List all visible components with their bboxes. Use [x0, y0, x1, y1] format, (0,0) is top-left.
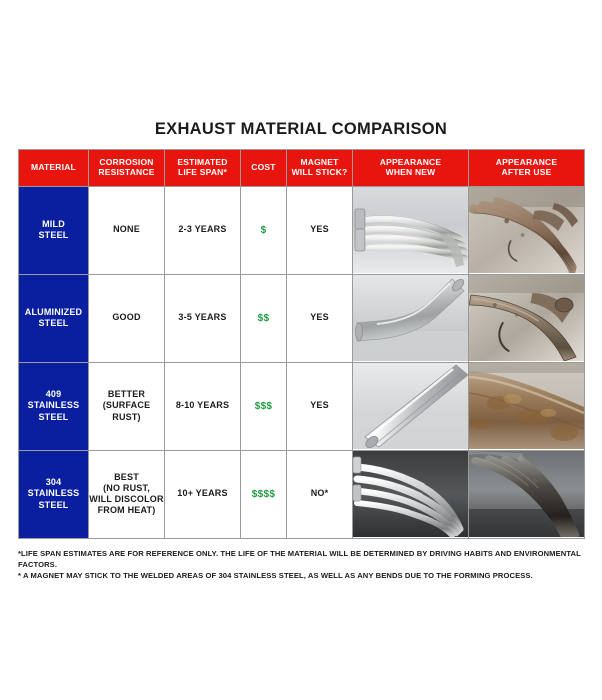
corrosion-line-3: WILL DISCOLOR: [89, 494, 164, 504]
table-row: [19, 274, 585, 362]
column-header-cost-line-1: COST: [251, 161, 276, 172]
footnote-magnet: * A MAGNET MAY STICK TO THE WELDED AREAS OF 304 STAINLESS STEEL, AS WELL AS ANY BENDS DUE TO THE FORMING PROCESS.: [18, 570, 533, 580]
row-cost: $$: [241, 274, 287, 362]
material-line-3: STEEL: [38, 411, 69, 422]
column-header-life-line-1: ESTIMATED: [177, 156, 228, 167]
column-header-corrosion-line-2: RESISTANCE: [98, 166, 155, 177]
row-appearance-new-image: [353, 186, 469, 274]
row-appearance-new-image: [353, 450, 469, 538]
column-header-used-line-1: APPEARANCE: [495, 156, 558, 167]
mild-steel-header-rusted-photo: [469, 187, 584, 273]
material-line-2: STEEL: [38, 318, 69, 328]
row-life-span: 10+ YEARS: [165, 450, 241, 538]
column-header-appearance-when-new: [353, 149, 469, 186]
column-header-corrosion-line-1: CORROSION: [99, 156, 154, 167]
table-header: [19, 149, 585, 186]
409-stainless-tube-new-photo: [353, 363, 468, 449]
material-line-2: STAINLESS: [27, 400, 80, 411]
409-stainless-surface-rust-photo: [469, 363, 584, 449]
column-header-estimated-life-span: [165, 149, 241, 186]
304-stainless-header-discolored-photo: [469, 451, 584, 537]
row-cost: $: [241, 186, 287, 274]
corrosion-line-4: FROM HEAT): [97, 505, 156, 516]
table-row: [19, 362, 585, 450]
row-magnet: YES: [287, 274, 353, 362]
corrosion-line-1: BETTER: [107, 389, 146, 400]
footnote-life-span: *LIFE SPAN ESTIMATES ARE FOR REFERENCE ONLY. THE LIFE OF THE MATERIAL WILL BE DETERMINED BY DRIVING HABITS AND ENVIRONMENTAL FACTORS.: [18, 548, 581, 569]
row-magnet: NO*: [287, 450, 353, 538]
column-header-used-line-2: AFTER USE: [501, 166, 552, 177]
row-corrosion-resistance: NONE: [89, 186, 165, 274]
row-material-name: [19, 450, 89, 538]
material-line-1: MILD: [42, 218, 65, 229]
material-line-2: STEEL: [38, 230, 69, 240]
row-magnet: YES: [287, 362, 353, 450]
row-life-span: 3-5 YEARS: [165, 274, 241, 362]
mild-steel-header-new-photo: [353, 187, 468, 273]
row-corrosion-resistance: [89, 450, 165, 538]
corrosion-line-2: (SURFACE: [102, 400, 151, 411]
row-appearance-used-image: [469, 450, 585, 538]
column-header-appearance-after-use: [469, 149, 585, 186]
column-header-new-line-1: APPEARANCE: [379, 156, 442, 167]
table-header-row: [19, 149, 585, 186]
corrosion-line-1: BEST: [114, 471, 139, 482]
row-appearance-new-image: [353, 274, 469, 362]
row-corrosion-resistance: [89, 362, 165, 450]
row-appearance-used-image: [469, 274, 585, 362]
material-line-1: ALUMINIZED: [24, 306, 83, 317]
material-line-3: STEEL: [38, 499, 69, 510]
304-stainless-header-new-photo: [353, 451, 468, 537]
material-line-2: STAINLESS: [27, 488, 80, 499]
row-material-name: [19, 362, 89, 450]
column-header-magnet-line-2: WILL STICK?: [291, 166, 348, 177]
row-cost: $$$$: [241, 450, 287, 538]
material-line-1: 304: [45, 477, 62, 488]
row-material-name: [19, 186, 89, 274]
column-header-corrosion-resistance: [89, 149, 165, 186]
row-corrosion-resistance: GOOD: [89, 274, 165, 362]
footnotes: [18, 548, 584, 581]
column-header-cost: [241, 149, 287, 186]
page-title: EXHAUST MATERIAL COMPARISON: [154, 119, 448, 138]
row-life-span: 2-3 YEARS: [165, 186, 241, 274]
corrosion-line-2: (NO RUST,: [103, 482, 150, 493]
column-header-material: [19, 149, 89, 186]
row-life-span: 8-10 YEARS: [165, 362, 241, 450]
row-appearance-used-image: [469, 186, 585, 274]
aluminized-steel-bent-pipe-new-photo: [353, 275, 468, 361]
column-header-magnet-will-stick: [287, 149, 353, 186]
aluminized-steel-pipe-corroded-photo: [469, 275, 584, 361]
row-material-name: [19, 274, 89, 362]
column-header-material-line-1: MATERIAL: [31, 161, 76, 172]
exhaust-material-comparison-table: [18, 149, 585, 539]
column-header-magnet-line-1: MAGNET: [300, 156, 339, 167]
column-header-life-line-2: LIFE SPAN*: [177, 166, 228, 177]
table-row: [19, 450, 585, 538]
table-body: [19, 186, 585, 538]
row-appearance-new-image: [353, 362, 469, 450]
corrosion-line-3: RUST): [112, 411, 141, 422]
row-cost: $$$: [241, 362, 287, 450]
material-line-1: 409: [45, 389, 62, 400]
table-row: [19, 186, 585, 274]
column-header-new-line-2: WHEN NEW: [385, 166, 436, 177]
row-magnet: YES: [287, 186, 353, 274]
row-appearance-used-image: [469, 362, 585, 450]
